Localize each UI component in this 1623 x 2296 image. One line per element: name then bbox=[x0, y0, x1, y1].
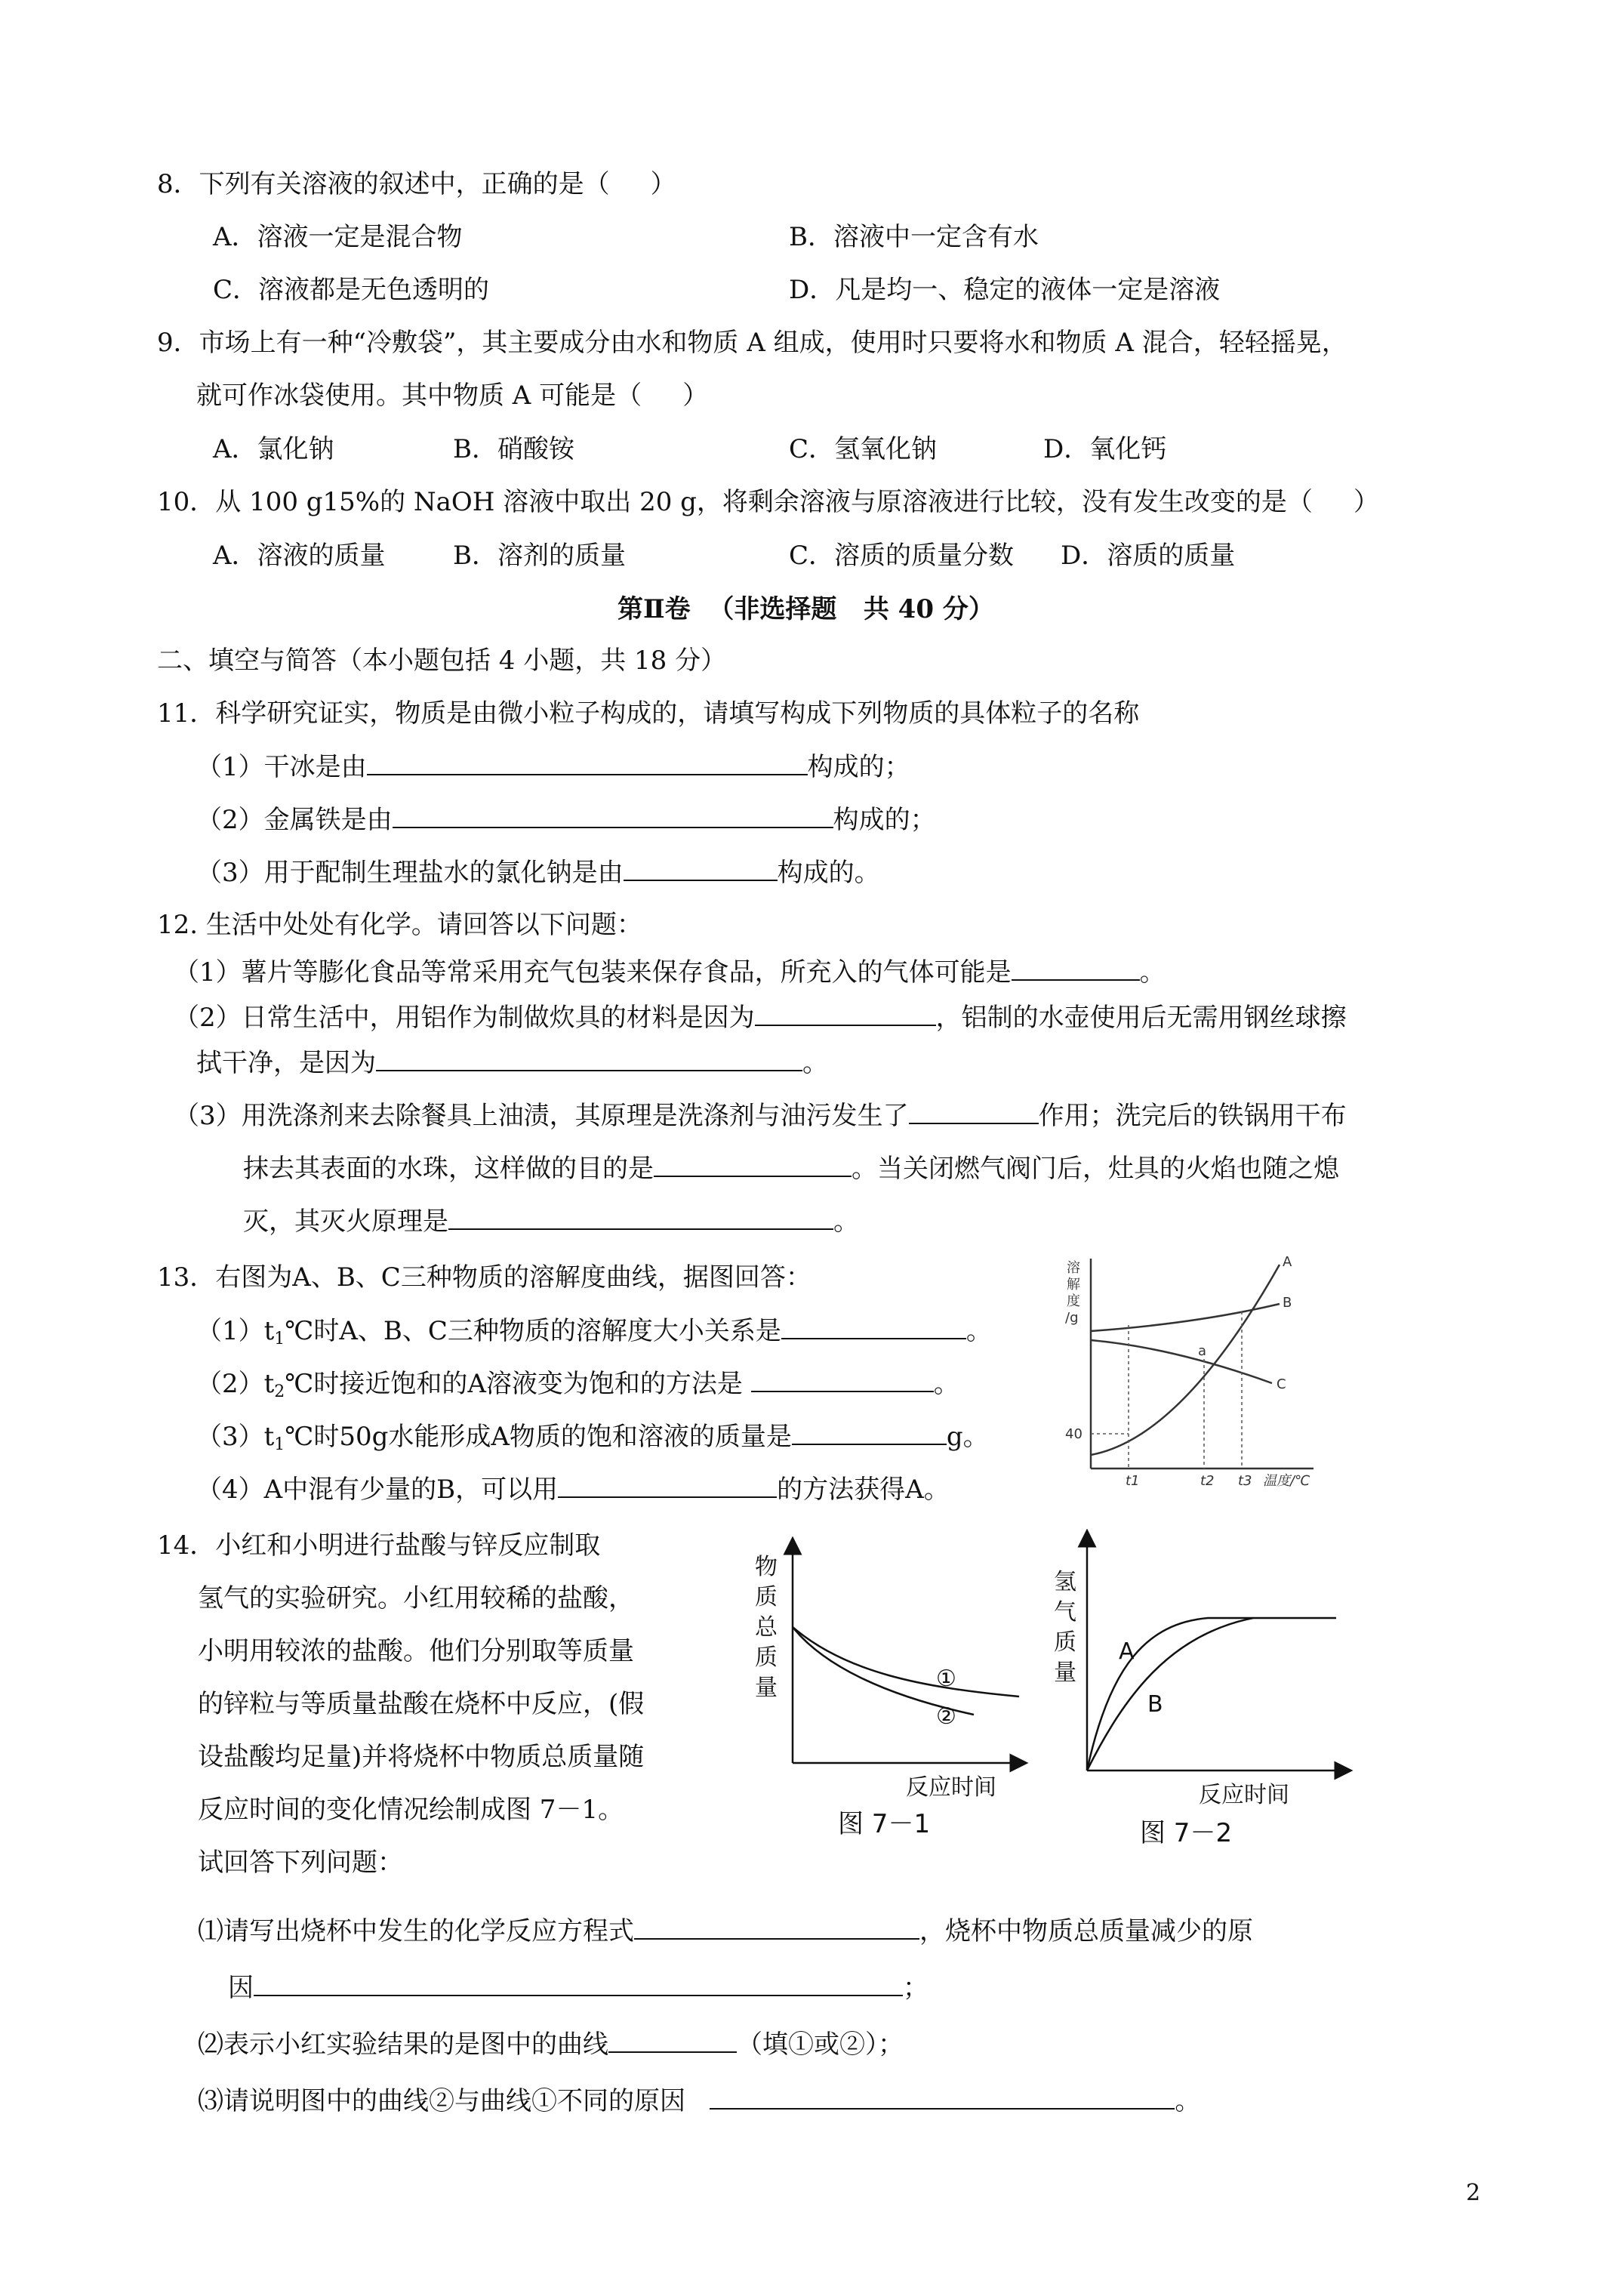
fig72-curve-a-label: A bbox=[1119, 1638, 1135, 1665]
q12-part2-pre: （2）日常生活中，用铝作为制做炊具的材料是因为 bbox=[174, 1003, 755, 1033]
q12-part2b-post: 。 bbox=[802, 1048, 828, 1078]
q14-sub1-pre: ⑴请写出烧杯中发生的化学反应方程式 bbox=[198, 1916, 634, 1946]
q12-part3-post: 作用；洗完后的铁锅用干布 bbox=[1038, 1101, 1347, 1131]
fig72-xlabel: 反应时间 bbox=[1199, 1782, 1289, 1808]
q14-sub3-post: 。 bbox=[1175, 2086, 1201, 2116]
fig13-curve-c bbox=[1091, 1340, 1272, 1383]
q11-blank1[interactable] bbox=[367, 750, 808, 775]
part2-heading: 二、填空与简答（本小题包括 4 小题，共 18 分） bbox=[157, 646, 727, 676]
q14-line2: 氢气的实验研究。小红用较稀的盐酸， bbox=[198, 1583, 634, 1613]
fig71-ylabel-4: 质 bbox=[755, 1644, 778, 1671]
q8-option-b: B．溶液中一定含有水 bbox=[789, 222, 1039, 252]
solubility-curve-figure bbox=[1053, 1250, 1325, 1502]
q11-part3 bbox=[196, 855, 880, 889]
q13-part3-post: g。 bbox=[946, 1422, 989, 1452]
fig71-xlabel: 反应时间 bbox=[906, 1774, 996, 1801]
q12-part3c-post: 。 bbox=[833, 1207, 859, 1237]
q12-part1-pre: （1）薯片等膨化食品等常采用充气包装来保存食品，所充入的气体可能是 bbox=[174, 957, 1012, 988]
q13-part1 bbox=[196, 1314, 992, 1356]
q11-part2 bbox=[196, 803, 936, 837]
q13-part3 bbox=[196, 1419, 989, 1462]
q12-blank4[interactable] bbox=[909, 1099, 1039, 1124]
q13-part2-pre: （2）t bbox=[196, 1369, 275, 1399]
q12-blank5[interactable] bbox=[654, 1151, 852, 1177]
q11-part1-post: 构成的； bbox=[807, 752, 910, 782]
q13-part1-post: 。 bbox=[965, 1316, 992, 1346]
q11-blank2[interactable] bbox=[393, 803, 833, 828]
q12-blank3[interactable] bbox=[376, 1046, 802, 1071]
q14-blank1[interactable] bbox=[634, 1914, 919, 1940]
fig71-ylabel-5: 量 bbox=[755, 1675, 778, 1701]
q11-stem: 11．科学研究证实，物质是由微小粒子构成的，请填写构成下列物质的具体粒子的名称 bbox=[157, 698, 1140, 729]
q12-part3c bbox=[243, 1204, 859, 1238]
fig13-ylabel-2: 解 bbox=[1067, 1277, 1080, 1293]
fig72-ylabel-3: 质 bbox=[1054, 1629, 1076, 1656]
q9-stem-line1: 9．市场上有一种“冷敷袋”，其主要成分由水和物质 A 组成，使用时只要将水和物质 A 混合，轻轻摇晃， bbox=[157, 328, 1347, 358]
q11-part3-pre: （3）用于配制生理盐水的氯化钠是由 bbox=[196, 858, 624, 888]
q14-line3: 小明用较浓的盐酸。他们分别取等质量 bbox=[198, 1636, 634, 1666]
fig71-curve2-label: ② bbox=[936, 1703, 956, 1730]
q13-part4 bbox=[196, 1472, 950, 1506]
q14-blank3[interactable] bbox=[608, 2027, 737, 2053]
q9-option-a: A．氯化钠 bbox=[213, 434, 334, 464]
q10-option-d: D．溶质的质量 bbox=[1061, 541, 1236, 571]
q14-line5: 设盐酸均足量)并将烧杯中物质总质量随 bbox=[198, 1742, 645, 1772]
q10-option-b: B．溶剂的质量 bbox=[453, 541, 626, 571]
q14-sub1-post: ，烧杯中物质总质量减少的原 bbox=[919, 1916, 1253, 1946]
q13-part2-mid: ℃时接近饱和的A溶液变为饱和的方法是 bbox=[285, 1369, 751, 1399]
q14-sub1b-post: ； bbox=[903, 1973, 929, 2003]
q13-blank2[interactable] bbox=[751, 1367, 934, 1392]
q13-part3-pre: （3）t bbox=[196, 1422, 275, 1452]
q9-option-c: C．氢氧化钠 bbox=[789, 434, 938, 464]
q14-sub3 bbox=[198, 2084, 1200, 2118]
q13-part3-mid: ℃时50g水能形成A物质的饱和溶液的质量是 bbox=[285, 1422, 792, 1452]
q13-stem: 13．右图为A、B、C三种物质的溶解度曲线，据图回答： bbox=[157, 1262, 812, 1293]
q8-option-d: D．凡是均一、稳定的液体一定是溶液 bbox=[789, 275, 1221, 305]
q14-sub1b-pre: 因 bbox=[228, 1973, 254, 2003]
q14-sub2-pre: ⑵表示小红实验结果的是图中的曲线 bbox=[198, 2029, 608, 2060]
fig13-xlabel: 温度/℃ bbox=[1263, 1473, 1310, 1489]
fig13-label-a: A bbox=[1283, 1254, 1292, 1270]
q12-blank2[interactable] bbox=[755, 1000, 936, 1026]
fig13-label-b: B bbox=[1283, 1295, 1292, 1311]
q10-option-a: A．溶液的质量 bbox=[213, 541, 386, 571]
q11-part1-pre: （1）干冰是由 bbox=[196, 752, 367, 782]
section2-title: 第Ⅱ卷 （非选择题 共 40 分） bbox=[617, 594, 994, 624]
q13-part2-sub: 2 bbox=[274, 1382, 285, 1401]
fig72-ylabel-4: 量 bbox=[1054, 1660, 1076, 1686]
q13-blank3[interactable] bbox=[792, 1419, 947, 1445]
q10-stem: 10．从 100 g15%的 NaOH 溶液中取出 20 g，将剩余溶液与原溶液进行比较，没有发生改变的是（ ） bbox=[157, 487, 1379, 517]
q12-part3c-pre: 灭，其灭火原理是 bbox=[243, 1207, 448, 1237]
q12-part2b bbox=[196, 1046, 828, 1080]
q14-line7: 试回答下列问题： bbox=[198, 1848, 403, 1878]
q12-part2b-pre: 拭干净，是因为 bbox=[196, 1048, 376, 1078]
q12-blank6[interactable] bbox=[448, 1204, 833, 1230]
q12-part2 bbox=[174, 1000, 1347, 1034]
q10-option-c: C．溶质的质量分数 bbox=[789, 541, 1015, 571]
page-number: 2 bbox=[1466, 2180, 1481, 2206]
figure-7-2 bbox=[1042, 1529, 1359, 1808]
fig71-curve1-label: ① bbox=[936, 1666, 956, 1692]
q11-part1 bbox=[196, 750, 910, 784]
q12-part2-post: ，铝制的水壶使用后无需用钢丝球擦 bbox=[935, 1003, 1347, 1033]
q12-part1-post: 。 bbox=[1139, 957, 1166, 988]
q11-part2-post: 构成的； bbox=[833, 805, 936, 835]
fig13-xtick-t2: t2 bbox=[1200, 1473, 1215, 1489]
fig71-caption: 图 7－1 bbox=[838, 1809, 931, 1839]
q13-part1-sub: 1 bbox=[274, 1330, 285, 1348]
q14-sub1b bbox=[228, 1971, 929, 2005]
q8-option-a: A．溶液一定是混合物 bbox=[213, 222, 463, 252]
figure-7-1 bbox=[747, 1536, 1034, 1808]
q9-option-d: D．氧化钙 bbox=[1043, 434, 1167, 464]
fig13-label-c: C bbox=[1277, 1376, 1286, 1392]
fig71-ylabel-1: 物 bbox=[755, 1554, 778, 1580]
q14-sub2 bbox=[198, 2027, 904, 2061]
q9-stem-line2: 就可作冰袋使用。其中物质 A 可能是（ ） bbox=[196, 381, 709, 411]
fig13-xtick-t1: t1 bbox=[1126, 1473, 1140, 1489]
fig13-ytick-40: 40 bbox=[1065, 1426, 1083, 1442]
q13-blank1[interactable] bbox=[781, 1314, 966, 1339]
fig13-ylabel-1: 溶 bbox=[1067, 1260, 1080, 1276]
fig13-curve-a bbox=[1091, 1265, 1280, 1455]
fig71-ylabel-2: 质 bbox=[755, 1584, 778, 1610]
q14-sub3-pre: ⑶请说明图中的曲线②与曲线①不同的原因 bbox=[198, 2086, 710, 2116]
q13-part2 bbox=[196, 1367, 959, 1409]
fig13-xtick-t3: t3 bbox=[1238, 1473, 1252, 1489]
q12-stem: 12. 生活中处处有化学。请回答以下问题： bbox=[157, 910, 642, 940]
q11-blank3[interactable] bbox=[624, 855, 778, 881]
q13-blank4[interactable] bbox=[558, 1472, 777, 1498]
q12-part3b bbox=[243, 1151, 1339, 1185]
fig13-ylabel-4: /g bbox=[1065, 1310, 1079, 1326]
q13-part4-post: 的方法获得A。 bbox=[777, 1475, 950, 1505]
fig71-curve-1 bbox=[793, 1627, 1019, 1697]
q14-line1: 14．小红和小明进行盐酸与锌反应制取 bbox=[157, 1530, 601, 1561]
q11-part2-pre: （2）金属铁是由 bbox=[196, 805, 393, 835]
fig13-ylabel-3: 度 bbox=[1067, 1293, 1080, 1309]
q12-part3b-post: 。当关闭燃气阀门后，灶具的火焰也随之熄 bbox=[852, 1154, 1339, 1184]
q8-stem: 8．下列有关溶液的叙述中，正确的是（ ） bbox=[157, 169, 676, 199]
q9-option-b: B．硝酸铵 bbox=[453, 434, 574, 464]
q12-part3-pre: （3）用洗涤剂来去除餐具上油渍，其原理是洗涤剂与油污发生了 bbox=[174, 1101, 909, 1131]
q13-part3-sub: 1 bbox=[274, 1435, 285, 1454]
q11-part3-post: 构成的。 bbox=[777, 858, 880, 888]
fig72-ylabel-2: 气 bbox=[1054, 1599, 1076, 1626]
fig13-curve-b bbox=[1091, 1304, 1280, 1331]
q13-part1-mid: ℃时A、B、C三种物质的溶解度大小关系是 bbox=[285, 1316, 781, 1346]
fig72-curve-b bbox=[1087, 1618, 1253, 1771]
q14-blank4[interactable] bbox=[710, 2084, 1175, 2110]
fig72-curve-b-label: B bbox=[1147, 1691, 1163, 1718]
q8-option-c: C．溶液都是无色透明的 bbox=[213, 275, 490, 305]
q12-part1 bbox=[174, 955, 1166, 989]
q14-line4: 的锌粒与等质量盐酸在烧杯中反应，(假 bbox=[198, 1689, 645, 1719]
q14-sub2-post: （填①或②）； bbox=[737, 2029, 904, 2060]
fig72-ylabel-1: 氢 bbox=[1054, 1569, 1076, 1595]
fig71-ylabel-3: 总 bbox=[755, 1614, 778, 1641]
q14-blank2[interactable] bbox=[254, 1971, 903, 1996]
fig13-label-intersection: a bbox=[1198, 1343, 1207, 1359]
q14-line6: 反应时间的变化情况绘制成图 7－1。 bbox=[198, 1795, 624, 1825]
q13-part4-pre: （4）A中混有少量的B，可以用 bbox=[196, 1475, 559, 1505]
fig72-caption: 图 7－2 bbox=[1140, 1818, 1233, 1848]
q13-part2-post: 。 bbox=[933, 1369, 959, 1399]
q12-part3 bbox=[174, 1099, 1347, 1133]
q13-part1-pre: （1）t bbox=[196, 1316, 275, 1346]
q12-part3b-pre: 抹去其表面的水珠，这样做的目的是 bbox=[243, 1154, 654, 1184]
q14-sub1 bbox=[198, 1914, 1253, 1948]
q12-blank1[interactable] bbox=[1012, 955, 1140, 981]
